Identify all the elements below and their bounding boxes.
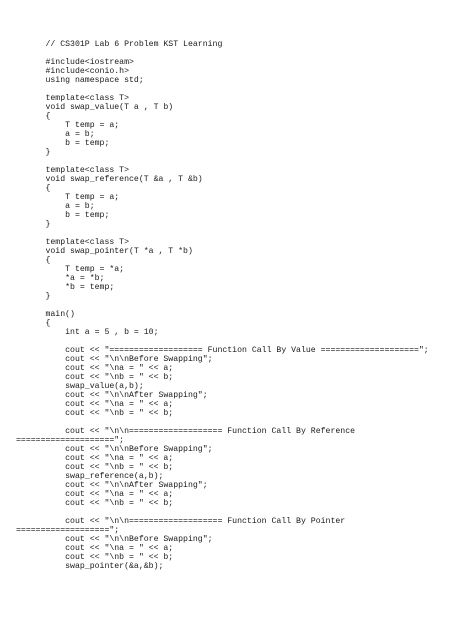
code-line: b = temp; xyxy=(16,211,110,220)
code-line xyxy=(16,508,429,517)
code-line: cout << "\n\nBefore Swapping"; xyxy=(16,355,213,364)
code-line: ===================="; xyxy=(16,436,125,445)
code-line: } xyxy=(16,292,51,301)
code-line: using namespace std; xyxy=(16,76,144,85)
code-line: void swap_pointer(T *a , T *b) xyxy=(16,247,193,256)
code-line: template<class T> xyxy=(16,238,130,247)
code-line: swap_reference(a,b); xyxy=(16,472,164,481)
code-line: T temp = a; xyxy=(16,121,120,130)
code-line: { xyxy=(16,184,51,193)
code-line xyxy=(16,49,429,58)
code-line: b = temp; xyxy=(16,139,110,148)
code-line: *a = *b; xyxy=(16,274,105,283)
code-line: template<class T> xyxy=(16,94,130,103)
code-line: cout << "\na = " << a; xyxy=(16,544,174,553)
code-line: int a = 5 , b = 10; xyxy=(16,328,159,337)
code-line: { xyxy=(16,319,51,328)
code-line: #include<iostream> xyxy=(16,58,134,67)
source-code-block xyxy=(16,40,429,571)
code-line xyxy=(16,418,429,427)
code-line: cout << "\na = " << a; xyxy=(16,490,174,499)
code-line: cout << "\n\nBefore Swapping"; xyxy=(16,445,213,454)
code-line: void swap_value(T a , T b) xyxy=(16,103,174,112)
code-line: #include<conio.h> xyxy=(16,67,130,76)
code-line: cout << "=================== Function Call By Value ===================="; xyxy=(16,346,429,355)
code-line: } xyxy=(16,220,51,229)
code-line: cout << "\nb = " << b; xyxy=(16,499,174,508)
code-line: } xyxy=(16,148,51,157)
code-line: cout << "\na = " << a; xyxy=(16,364,174,373)
code-line: a = b; xyxy=(16,202,95,211)
code-line xyxy=(16,337,429,346)
code-line: cout << "\na = " << a; xyxy=(16,400,174,409)
code-line: cout << "\n\nBefore Swapping"; xyxy=(16,535,213,544)
code-line: main() xyxy=(16,310,75,319)
code-line: cout << "\n\n=================== Function Call By Pointer xyxy=(16,517,346,526)
code-line: template<class T> xyxy=(16,166,130,175)
code-line: void swap_reference(T &a , T &b) xyxy=(16,175,203,184)
code-line: T temp = *a; xyxy=(16,265,125,274)
code-line: cout << "\nb = " << b; xyxy=(16,373,174,382)
code-line: T temp = a; xyxy=(16,193,120,202)
code-line: swap_pointer(&a,&b); xyxy=(16,562,164,571)
code-line: cout << "\n\nAfter Swapping"; xyxy=(16,481,208,490)
code-line xyxy=(16,157,429,166)
code-line: { xyxy=(16,256,51,265)
code-line: { xyxy=(16,112,51,121)
code-line: // CS301P Lab 6 Problem KST Learning xyxy=(16,40,223,49)
code-line: swap_value(a,b); xyxy=(16,382,144,391)
code-line: cout << "\nb = " << b; xyxy=(16,463,174,472)
code-line: *b = temp; xyxy=(16,283,115,292)
code-line: cout << "\nb = " << b; xyxy=(16,409,174,418)
code-line: a = b; xyxy=(16,130,95,139)
code-line xyxy=(16,229,429,238)
code-line: cout << "\na = " << a; xyxy=(16,454,174,463)
code-line xyxy=(16,85,429,94)
code-line: cout << "\nb = " << b; xyxy=(16,553,174,562)
code-line xyxy=(16,301,429,310)
code-line: cout << "\n\nAfter Swapping"; xyxy=(16,391,208,400)
code-line: ==================="; xyxy=(16,526,120,535)
code-line: cout << "\n\n=================== Function Call By Reference xyxy=(16,427,356,436)
